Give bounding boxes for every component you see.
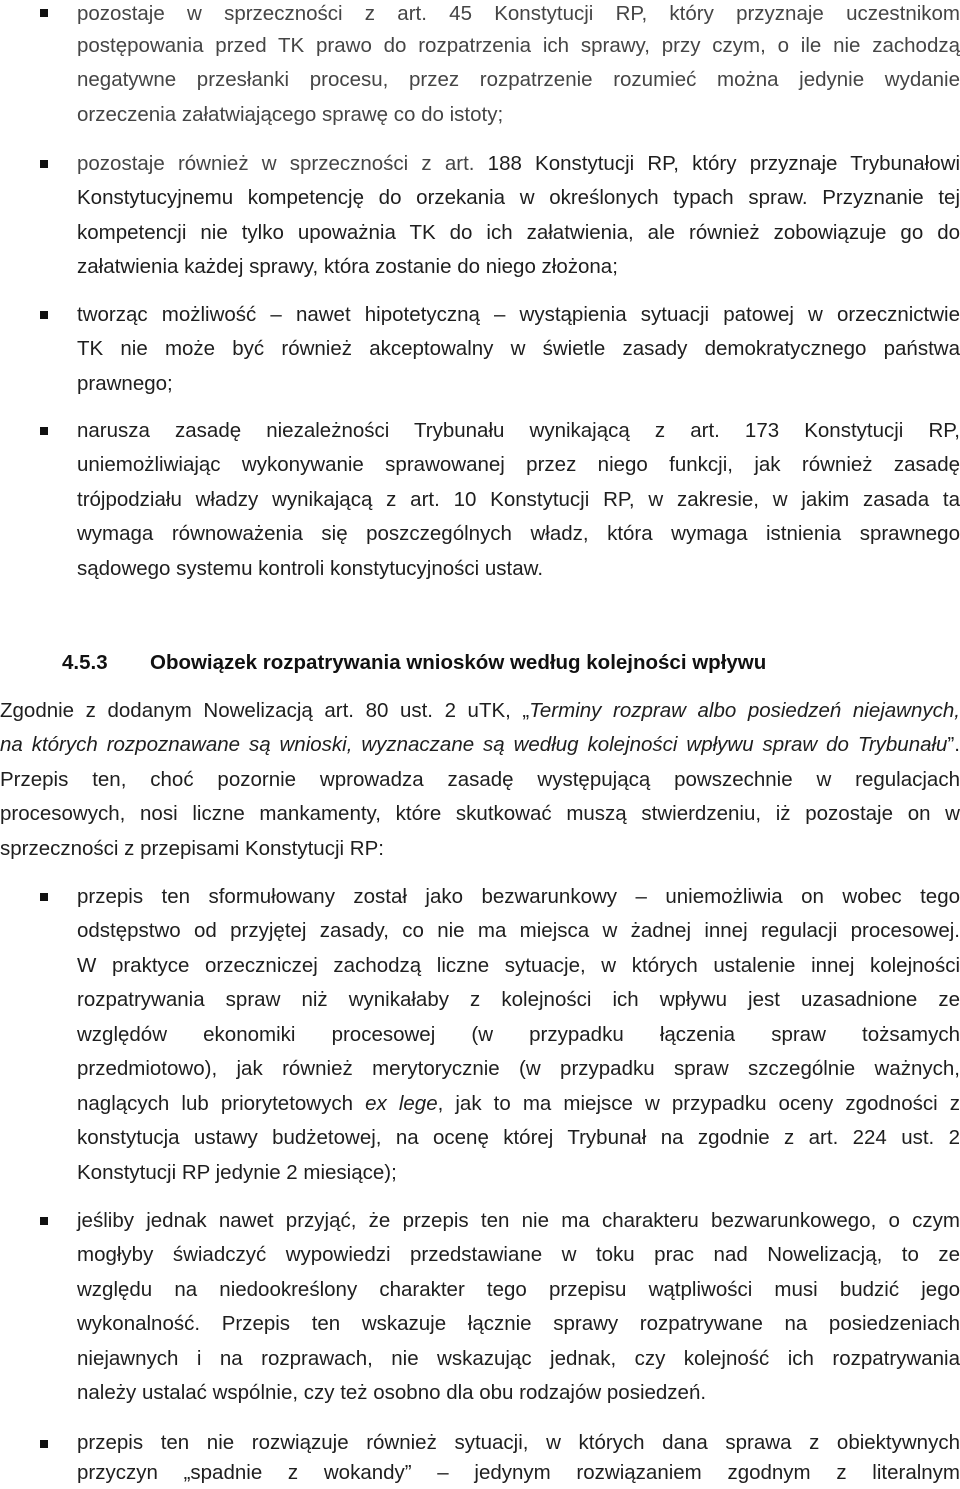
text-segment: ”. [947, 733, 960, 757]
bullet-marker [40, 311, 48, 319]
text-segment: 188 Konstytucji RP, który przyznaje Trybunałowi [474, 151, 960, 175]
intro-paragraph [0, 694, 960, 867]
list-item [77, 1204, 960, 1411]
section-number: 4.5.3 [62, 650, 108, 674]
text-line: rozpatrywania spraw niż wynikałaby z kolejności ich wpływu jest uzasadnione ze [77, 988, 960, 1012]
text-line: uniemożliwiając wykonywanie sprawowanej przez niego funkcji, jak również zasadę [77, 453, 960, 477]
list-item [77, 0, 960, 132]
bullet-marker [40, 1217, 48, 1225]
text-line [0, 728, 960, 763]
bullet-marker [40, 427, 48, 435]
list-item [77, 1428, 960, 1489]
text-line: kompetencji nie tylko upoważnia TK do ich załatwienia, ale również zobowiązuje go do [77, 220, 960, 244]
text-line: należy ustalać wspólnie, czy też osobno dla obu rodzajów posiedzeń. [77, 1381, 707, 1405]
text-line: W praktyce orzeczniczej zachodzą liczne sytuacje, w których ustalenie innej kolejności [77, 953, 960, 977]
text-segment: naglących lub priorytetowych [77, 1091, 366, 1115]
text-line: narusza zasadę niezależności Trybunału wynikającą z art. 173 Konstytucji RP, [77, 418, 960, 442]
text-line: przedmiotowo), jak również merytorycznie (w przypadku spraw szczególnie ważnych, [77, 1057, 960, 1081]
bullet-marker [40, 893, 48, 901]
text-line: Konstytucji RP jedynie 2 miesiące); [77, 1160, 397, 1184]
list-item [77, 298, 960, 402]
text-line: trójpodziału władzy wynikającą z art. 10 Konstytucji RP, w zakresie, w jakim zasada ta [77, 487, 960, 511]
text-line: pozostaje w sprzeczności z art. 45 Konstytucji RP, który przyznaje uczestnikom [77, 2, 960, 25]
text-line: Przepis ten, choć pozornie wprowadza zasadę występującą powszechnie w regulacjach [0, 767, 960, 791]
text-line: negatywne przesłanki procesu, przez rozpatrzenie rozumieć można jedynie wydanie [77, 68, 960, 91]
text-line: mogłyby świadczyć wypowiedzi przedstawiane w toku prac nad Nowelizacją, to ze [77, 1243, 960, 1267]
text-line: załatwienia każdej sprawy, która zostanie do niego złożona; [77, 255, 618, 279]
text-line: przyczyn „spadnie z wokandy” – jedynym rozwiązaniem zgodnym z literalnym [77, 1461, 960, 1485]
text-line: niejawnych i na rozprawach, nie wskazując jednak, czy kolejność ich rozpatrywania [77, 1346, 960, 1370]
text-line: prawnego; [77, 371, 173, 395]
text-line [77, 1087, 960, 1122]
text-segment: Zgodnie z dodanym Nowelizacją art. 80 ust. 2 uTK, „ [0, 698, 530, 722]
text-line: tworząc możliwość – nawet hipotetyczną – wystąpienia sytuacji patowej w orzecznictwie [77, 302, 960, 326]
text-line: postępowania przed TK prawo do rozpatrzenia ich sprawy, przy czym, o ile nie zachodzą [77, 33, 960, 57]
section-heading [0, 646, 960, 681]
bullet-marker [40, 1440, 48, 1448]
quoted-text: na których rozpoznawane są wnioski, wyznaczane są według kolejności wpływu spraw do Trybunału [0, 733, 948, 757]
list-item [77, 147, 960, 285]
text-line: wykonalność. Przepis ten wskazuje łącznie sprawy rozpatrywane na posiedzeniach [77, 1312, 960, 1336]
text-line: przepis ten nie rozwiązuje również sytuacji, w których dana sprawa z obiektywnych [77, 1430, 960, 1454]
text-line: TK nie może być również akceptowalny w świetle zasady demokratycznego państwa [77, 337, 960, 361]
text-line: jeśliby jednak nawet przyjąć, że przepis ten nie ma charakteru bezwarunkowego, o czym [77, 1208, 960, 1232]
text-segment: pozostaje również w sprzeczności z art. [77, 151, 475, 175]
text-line: konstytucja ustawy budżetowej, na ocenę której Trybunał na zgodnie z art. 224 ust. 2 [77, 1126, 960, 1150]
text-line: względów ekonomiki procesowej (w przypadku łączenia spraw tożsamych [77, 1022, 960, 1046]
text-line: wymaga równoważenia się poszczególnych władz, która wymaga istnienia sprawnego [77, 522, 960, 546]
list-item [77, 414, 960, 587]
text-line: względu na niedookreślony charakter tego przepisu wątpliwości musi budzić jego [77, 1277, 960, 1301]
text-line: przepis ten sformułowany został jako bezwarunkowy – uniemożliwia on wobec tego [77, 884, 960, 908]
text-line: odstępstwo od przyjętej zasady, co nie ma miejsca w żadnej innej regulacji procesowej. [77, 919, 960, 943]
quoted-text: Terminy rozpraw albo posiedzeń niejawnych, [529, 698, 960, 722]
text-line: Konstytucyjnemu kompetencję do orzekania w określonych typach spraw. Przyznanie tej [77, 186, 960, 210]
bullet-marker [40, 160, 48, 168]
section-title: Obowiązek rozpatrywania wniosków według kolejności wpływu [150, 650, 767, 674]
bullet-marker [40, 9, 48, 17]
text-line: sprzeczności z przepisami Konstytucji RP: [0, 836, 384, 860]
text-segment: , jak to ma miejsce w przypadku oceny zgodności z [437, 1091, 960, 1115]
text-line: sądowego systemu kontroli konstytucyjności ustaw. [77, 556, 544, 580]
list-item [77, 880, 960, 1191]
text-line [77, 147, 960, 182]
text-line: orzeczenia załatwiającego sprawę co do istoty; [77, 102, 504, 126]
text-line: procesowych, nosi liczne mankamenty, które skutkować muszą stwierdzeniu, iż pozostaje on w [0, 802, 960, 826]
text-line [0, 694, 960, 729]
latin-term: ex lege [365, 1091, 438, 1115]
